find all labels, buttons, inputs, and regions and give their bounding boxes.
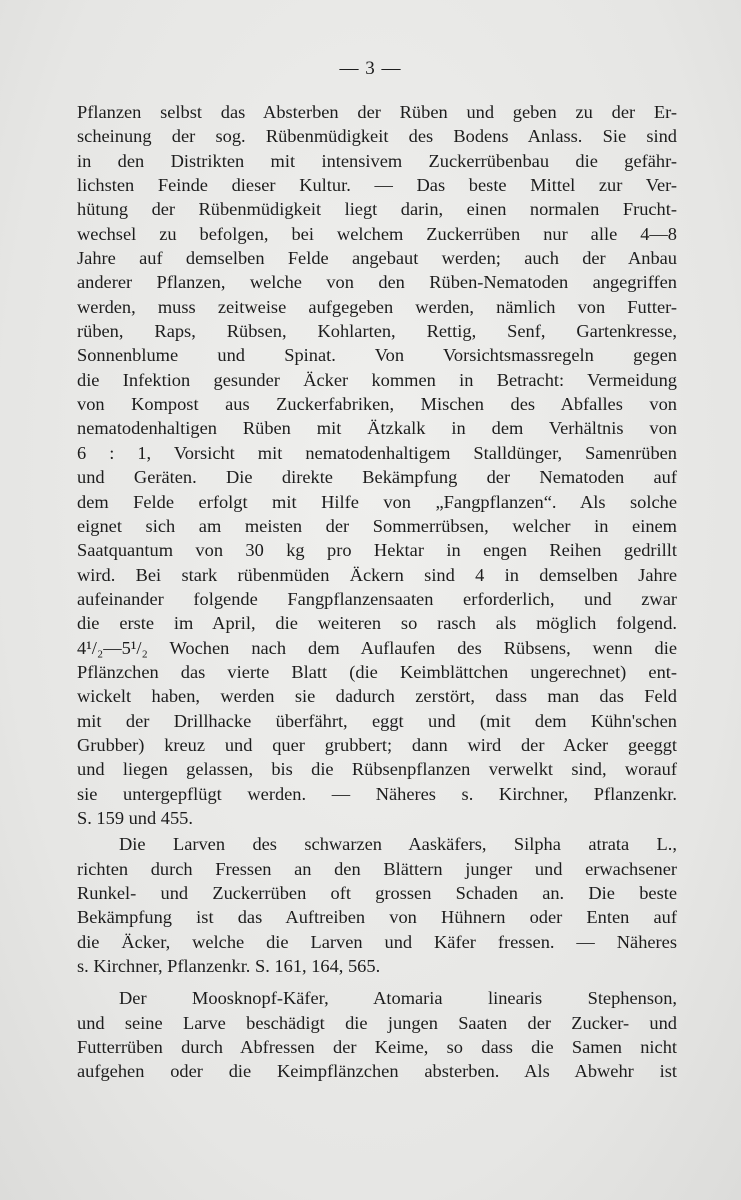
text-line: S. 159 und 455. [77,807,193,828]
text-line: wickelt haben, werden sie dadurch zerstört, dass man das Feld [77,686,677,707]
text-line: lichsten Feinde dieser Kultur. — Das beste Mittel zur Ver- [77,175,677,196]
paragraph-2 [77,832,677,978]
text-line: Der Moosknopf-Käfer, Atomaria linearis Stephenson, [119,988,677,1009]
text-line: richten durch Fressen an den Blättern junger und erwachsener [77,858,677,879]
text-line: die Äcker, welche die Larven und Käfer fressen. — Näheres [77,931,677,952]
text-line: nematodenhaltigen Rüben mit Ätzkalk in dem Verhältnis von [77,418,677,439]
text-line: sie untergepflügt werden. — Näheres s. Kirchner, Pflanzenkr. [77,783,677,804]
text-line: und Geräten. Die direkte Bekämpfung der Nematoden auf [77,467,677,488]
text-line: werden, muss zeitweise aufgegeben werden, nämlich von Futter- [77,296,677,317]
paragraph-1 [77,100,677,830]
text-line: von Kompost aus Zuckerfabriken, Mischen des Abfalles von [77,394,677,415]
text-line: die Infektion gesunder Äcker kommen in Betracht: Vermeidung [77,369,677,390]
paragraph-3 [77,986,677,1083]
text-line: anderer Pflanzen, welche von den Rüben-Nematoden angegriffen [77,272,677,293]
text-line: die erste im April, die weiteren so rasch als möglich folgend. [77,613,677,634]
text-line: rüben, Raps, Rübsen, Kohlarten, Rettig, Senf, Gartenkresse, [77,321,677,342]
text-line: 4¹/₂—5¹/₂ Wochen nach dem Auflaufen des Rübsens, wenn die [77,637,677,658]
text-line: Saatquantum von 30 kg pro Hektar in engen Reihen gedrillt [77,540,677,561]
text-line: Grubber) kreuz und quer grubbert; dann wird der Acker geeggt [77,734,677,755]
text-line: Bekämpfung ist das Auftreiben von Hühnern oder Enten auf [77,907,677,928]
text-line: dem Felde erfolgt mit Hilfe von „Fangpflanzen“. Als solche [77,491,677,512]
text-line: aufgehen oder die Keimpflänzchen absterben. Als Abwehr ist [77,1061,677,1082]
text-line: mit der Drillhacke überfährt, eggt und (mit dem Kühn'schen [77,710,677,731]
text-line: Pflanzen selbst das Absterben der Rüben und geben zu der Er- [77,102,677,122]
text-line: Runkel- und Zuckerrüben oft grossen Schaden an. Die beste [77,883,677,903]
text-line: in den Distrikten mit intensivem Zuckerrübenbau die gefähr- [77,150,677,171]
text-line: hütung der Rübenmüdigkeit liegt darin, einen normalen Frucht- [77,199,677,220]
text-line: scheinung der sog. Rübenmüdigkeit des Bodens Anlass. Sie sind [77,126,677,147]
text-line: Futterrüben durch Abfressen der Keime, so dass die Samen nicht [77,1037,677,1058]
text-line: Jahre auf demselben Felde angebaut werden; auch der Anbau [77,248,677,269]
text-line: wird. Bei stark rübenmüden Äckern sind 4 in demselben Jahre [77,564,677,585]
text-line: s. Kirchner, Pflanzenkr. S. 161, 164, 565. [77,956,381,977]
text-line: aufeinander folgende Fangpflanzensaaten erforderlich, und zwar [77,588,677,609]
body-text [77,100,677,1084]
text-line: wechsel zu befolgen, bei welchem Zuckerrüben nur alle 4—8 [77,223,677,244]
text-line: Sonnenblume und Spinat. Von Vorsichtsmassregeln gegen [77,345,677,366]
text-line: Pflänzchen das vierte Blatt (die Keimblättchen ungerechnet) ent- [77,661,677,682]
text-line: und liegen gelassen, bis die Rübsenpflanzen verwelkt sind, worauf [77,759,677,780]
page-number: — 3 — [339,58,402,79]
text-line: Die Larven des schwarzen Aaskäfers, Silpha atrata L., [119,834,677,855]
text-line: und seine Larve beschädigt die jungen Saaten der Zucker- und [77,1012,677,1033]
text-line: eignet sich am meisten der Sommerrübsen, welcher in einem [77,515,677,536]
text-line: 6 : 1, Vorsicht mit nematodenhaltigem Stalldünger, Samenrüben [77,442,677,463]
